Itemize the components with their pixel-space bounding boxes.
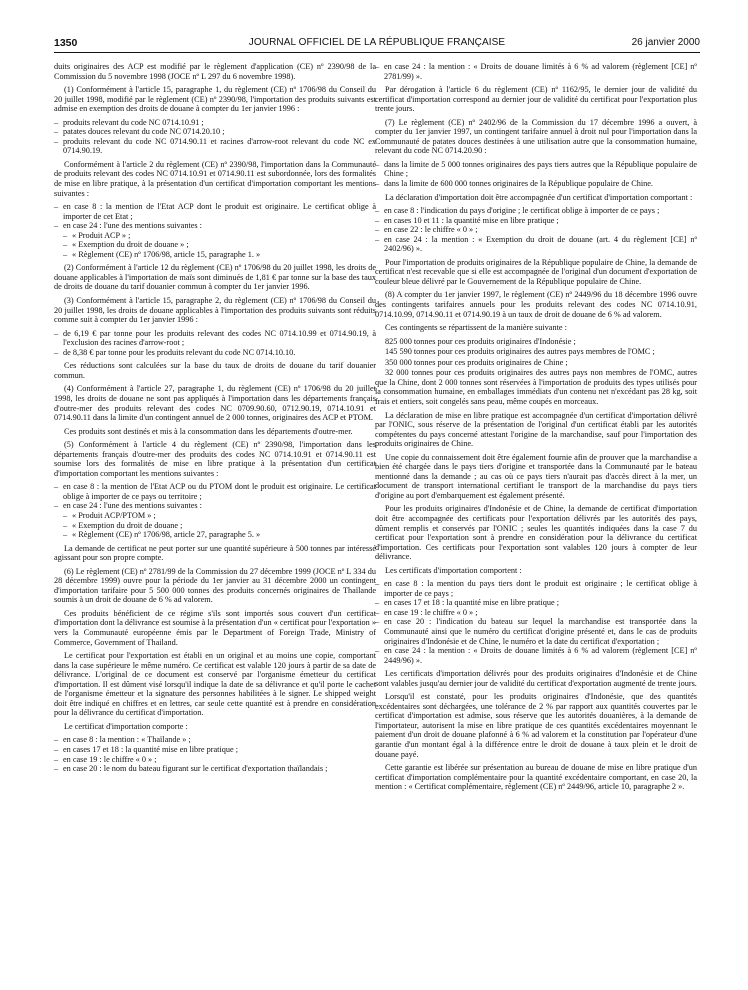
list-item: – en case 24 : la mention : « Exemption du droit de douane (art. 4 du règlement [CE] nº 2402/96) ».	[375, 235, 697, 254]
list-item: – en case 8 : la mention du pays tiers dont le produit est originaire ; le certificat oblige à importer de ce pays ;	[375, 579, 697, 598]
list-item: – « Exemption du droit de douane ;	[54, 521, 376, 531]
list-item: – patates douces relevant du code NC 0714.20.10 ;	[54, 127, 376, 137]
list-item: – en cases 10 et 11 : la quantité mise en libre pratique ;	[375, 216, 697, 226]
list-item: – en case 20 : l'indication du bateau sur lequel la marchandise est transportée dans la Communauté ainsi que le numéro du certificat d'origine présenté et, dans le cas de produits originaires d'Indonésie et de Chine, le numéro et la date du certificat d'exportation ;	[375, 617, 697, 646]
publication-date: 26 janvier 2000	[631, 37, 700, 48]
paragraph: Ces produits sont destinés et mis à la consommation dans les départements d'outre-mer.	[64, 426, 353, 436]
right-column	[375, 62, 697, 796]
paragraph: Ces contingents se répartissent de la manière suivante :	[385, 323, 567, 333]
list-item: – en case 24 : la mention : « Droits de douane limités à 6 % ad valorem (règlement [CE] nº 2449/96) ».	[375, 646, 697, 665]
paragraph: duits originaires des ACP est modifié par le règlement d'application (CE) nº 2390/98 de la Commission du 5 novembre 1998 (JOCE nº L 297 du 6 novembre 1998).	[54, 62, 376, 81]
paragraph: La déclaration d'importation doit être accompagnée d'un certificat d'importation comportant :	[385, 192, 693, 202]
list-item: – « Règlement (CE) nº 1706/98, article 27, paragraphe 5. »	[54, 530, 376, 540]
list-item: – en case 24 : l'une des mentions suivantes :	[54, 221, 376, 231]
page-header	[54, 36, 700, 53]
paragraph: Les certificats d'importation comportent :	[385, 565, 522, 575]
paragraph: La déclaration de mise en libre pratique est accompagnée d'un certificat d'importation délivré par l'ONIC, sous réserve de la présentation de l'original d'un certificat établi par les autorités compétentes du pays concerné attestant l'origine de la marchandise, sauf pour l'importation des produits originaires de Chine.	[375, 410, 697, 449]
paragraph: La demande de certificat ne peut porter sur une quantité supérieure à 500 tonnes par intéressé agissant pour son propre compte.	[54, 543, 376, 563]
paragraph: (4) Conformément à l'article 27, paragraphe 1, du règlement (CE) nº 1706/98 du 20 juillet 1998, les droits de douane ne sont pas appliqués à l'importation dans les départements français d'outre-mer des produits relevant des codes NC 0709.90.60, 0712.90.19, 0714.10.91 et 0714.90.11 dans la limite d'un contingent annuel de 2 000 tonnes, originaires des ACP et PTOM.	[54, 384, 376, 423]
list-item: – en case 8 : l'indication du pays d'origine ; le certificat oblige à importer de ce pays ;	[375, 206, 697, 216]
paragraph: 32 000 tonnes pour ces produits originaires des autres pays non membres de l'OMC, autres que la Chine, dont 2 000 tonnes sont réservées à l'importation de produits des types utilisés pour la consommation humaine, en emballages immédiats d'un contenu net n'excédant pas 28 kg, soit frais et entiers, soit congelés sans peau, même coupés en morceaux.	[375, 368, 697, 406]
list-item: – en case 24 : l'une des mentions suivantes :	[54, 501, 376, 511]
paragraph: Ces produits bénéficient de ce régime s'ils sont importés sous couvert d'un certificat d'importation dont la délivrance est soumise à la présentation d'un « certificat pour l'exportation » vers la Communauté européenne émis par le Department of Foreign Trade, Ministry of Commerce, Government of Thailand.	[54, 608, 376, 647]
left-column	[54, 62, 376, 774]
paragraph: Les certificats d'importation délivrés pour des produits originaires d'Indonésie et de Chine sont valables jusqu'au dernier jour de validité du certificat d'exportation augmenté de trente jours.	[375, 669, 697, 688]
list-item: – dans la limite de 5 000 tonnes originaires des pays tiers autres que la République populaire de Chine ;	[375, 160, 697, 179]
paragraph: Le certificat pour l'exportation est établi en un original et au moins une copie, comportant dans la case supérieure le même numéro. Ce certificat est valable 120 jours à partir de sa date de délivrance. L'original de ce document est conservé par l'organisme émetteur du certificat d'importation. Il est dûment visé lorsqu'il indique la date de sa délivrance et qu'il porte le cachet de l'organisme émetteur et la signature des personnes habilitées à le signer. Le shipped weight doit être indiqué en chiffres et en lettres, car seule cette quantité est à prendre en considération pour la délivrance du certificat d'importation.	[54, 651, 376, 718]
list-item: – en case 24 : la mention : « Droits de douane limités à 6 % ad valorem (règlement [CE] nº 2781/99) ».	[375, 62, 697, 81]
paragraph: Ces réductions sont calculées sur la base du taux de droits de douane du tarif douanier commun.	[54, 361, 376, 380]
list-item: – en cases 17 et 18 : la quantité mise en libre pratique ;	[54, 745, 376, 755]
paragraph: (8) A compter du 1er janvier 1997, le règlement (CE) nº 2449/96 du 18 décembre 1996 ouvre des contingents tarifaires annuels pour les produits relevant des codes NC 0714.10.91, 0714.10.99, 0714.90.11 et 0714.90.19 à un taux de droit de douane de 6 % ad valorem.	[375, 290, 697, 319]
list-item: – « Exemption du droit de douane » ;	[54, 240, 376, 250]
list-item: – dans la limite de 600 000 tonnes originaires de la République populaire de Chine.	[375, 179, 697, 189]
paragraph: 825 000 tonnes pour ces produits originaires d'Indonésie ;	[385, 336, 576, 346]
list-item: – de 8,38 € par tonne pour les produits relevant du code NC 0714.10.10.	[54, 348, 376, 358]
paragraph: Pour l'importation de produits originaires de la République populaire de Chine, la demande de certificat n'est recevable que si elle est accompagnée de l'original d'un document d'exportation de couleur bleue délivré par le Gouvernement de la République populaire de Chine.	[375, 257, 697, 286]
paragraph: Cette garantie est libérée sur présentation au bureau de douane de mise en libre pratique d'un certificat d'importation complémentaire pour la quantité excédentaire comportant, en case 20, la mention : « Certificat complémentaire, règlement (CE) nº 2449/96, article 10, paragraphe 2 ».	[375, 763, 697, 792]
list-item: – en case 8 : la mention de l'Etat ACP dont le produit est originaire. Le certificat oblige à importer de cet Etat ;	[54, 202, 376, 221]
journal-title: JOURNAL OFFICIEL DE LA RÉPUBLIQUE FRANÇAISE	[248, 37, 506, 48]
paragraph: (5) Conformément à l'article 4 du règlement (CE) nº 2390/98, l'importation dans les départements français d'outre-mer des produits des codes NC 0714.10.91 et 0714.90.11 est soumise lors des formalités de mise en libre pratique à la présentation d'un certificat d'importation comportant les mentions suivantes :	[54, 440, 376, 478]
paragraph: (3) Conformément à l'article 15, paragraphe 2, du règlement (CE) nº 1706/98 du Conseil du 20 juillet 1998, les droits de douane applicables à l'importation des produits suivants sont réduits comme suit à compter du 1er janvier 1996 :	[54, 296, 376, 325]
list-item: – en case 20 : le nom du bateau figurant sur le certificat d'exportation thaïlandais ;	[54, 764, 376, 774]
list-item: – en case 8 : la mention : « Thaïlande » ;	[54, 735, 376, 745]
paragraph: (2) Conformément à l'article 12 du règlement (CE) nº 1706/98 du 20 juillet 1998, les droits de douane applicables à l'importation de maïs sont diminués de 1,81 € par tonne sur la base des taux de droits de douane du tarif douanier commun à compter du 1er janvier 1996.	[54, 263, 376, 292]
paragraph: Le certificat d'importation comporte :	[64, 721, 188, 731]
paragraph: Pour les produits originaires d'Indonésie et de Chine, la demande de certificat d'importation doit être accompagnée des certificats pour l'exportation délivrés par les autorités des pays, dûment remplis et conservés par l'ONIC ; seules les quantités indiquées dans la case 7 du certificat pour l'exportation sont à prendre en considération pour la délivrance du certificat d'importation. Ces certificats pour l'exportation sont valables 120 jours à compter de leur délivrance.	[375, 504, 697, 562]
paragraph: Une copie du connaissement doit être également fournie afin de prouver que la marchandise a bien été chargée dans le pays tiers d'origine et transportée dans la Communauté par le bateau mentionné dans la demande ; au cas où ce pays tiers n'aurait pas d'accès direct à la mer, un document de transport international certifiant le transport de la marchandise du pays tiers d'origine au port d'embarquement est également présenté.	[375, 452, 697, 500]
paragraph: (7) Le règlement (CE) nº 2402/96 de la Commission du 17 décembre 1996 a ouvert, à compter du 1er janvier 1997, un contingent tarifaire annuel à droit nul pour l'importation dans la Communauté de patates douces destinées à une utilisation autre que la consommation humaine, relevant du code NC 0714.20.90 :	[375, 117, 697, 156]
list-item: – en case 22 : le chiffre « 0 » ;	[375, 225, 697, 235]
list-item: – de 6,19 € par tonne pour les produits relevant des codes NC 0714.10.99 et 0714.90.19, à l'exclusion des racines d'arrow-root ;	[54, 329, 376, 348]
list-item: – « Règlement (CE) nº 1706/98, article 15, paragraphe 1. »	[54, 250, 376, 260]
paragraph: (1) Conformément à l'article 15, paragraphe 1, du règlement (CE) nº 1706/98 du Conseil du 20 juillet 1998, modifié par le règlement (CE) nº 2390/98, l'importation des produits suivants est admise en exemption des droits de douane à compter du 1er janvier 1996 :	[54, 85, 376, 114]
list-item: – produits relevant du code NC 0714.90.11 et racines d'arrow-root relevant du code NC ex 0714.90.19.	[54, 137, 376, 156]
list-item: – en case 8 : la mention de l'Etat ACP ou du PTOM dont le produit est originaire. Le certificat oblige à importer de ce pays ou territoire ;	[54, 482, 376, 501]
paragraph: Lorsqu'il est constaté, pour les produits originaires d'Indonésie, que des quantités excédentaires sont déchargées, une tolérance de 2 % par rapport aux quantités couvertes par le certificat d'importation est admise, sous réserve que les autorités douanières, à la demande de l'importateur, autorisent la mise en libre pratique de ces quantités excédentaires moyennant le paiement d'un droit de douane plafonné à 6 % ad valorem et la constitution par l'opérateur d'une garantie d'un montant égal à la différence entre le droit de douane à taux plein et le droit de douane payé.	[375, 692, 697, 759]
paragraph: (6) Le règlement (CE) nº 2781/99 de la Commission du 27 décembre 1999 (JOCE nº L 334 du 28 décembre 1999) ouvre pour la période du 1er janvier au 31 décembre 2000 un contingent d'importation tarifaire pour 5 500 000 tonnes des produits concernés originaires de Thaïlande soumis à un droit de douane de 6 % ad valorem.	[54, 566, 376, 605]
list-item: – produits relevant du code NC 0714.10.91 ;	[54, 118, 376, 128]
list-item: – « Produit ACP » ;	[54, 231, 376, 241]
paragraph: Conformément à l'article 2 du règlement (CE) nº 2390/98, l'importation dans la Communauté de produits relevant des codes NC 0714.10.91 et 0714.90.11 est subordonnée, lors des formalités de mise en libre pratique, à la présentation d'un certificat d'importation comportant les mentions suivantes :	[54, 159, 376, 198]
paragraph: Par dérogation à l'article 6 du règlement (CE) nº 1162/95, le dernier jour de validité du certificat d'importation correspond au dernier jour de validité du certificat pour l'exportation plus trente jours.	[375, 85, 697, 114]
paragraph: 145 590 tonnes pour ces produits originaires des autres pays membres de l'OMC ;	[385, 347, 655, 357]
list-item: – en case 19 : le chiffre « 0 » ;	[375, 608, 697, 618]
list-item: – « Produit ACP/PTOM » ;	[54, 511, 376, 521]
page-number: 1350	[54, 37, 78, 49]
paragraph: 350 000 tonnes pour ces produits originaires de Chine ;	[385, 357, 568, 367]
list-item: – en cases 17 et 18 : la quantité mise en libre pratique ;	[375, 598, 697, 608]
list-item: – en case 19 : le chiffre « 0 » ;	[54, 755, 376, 765]
